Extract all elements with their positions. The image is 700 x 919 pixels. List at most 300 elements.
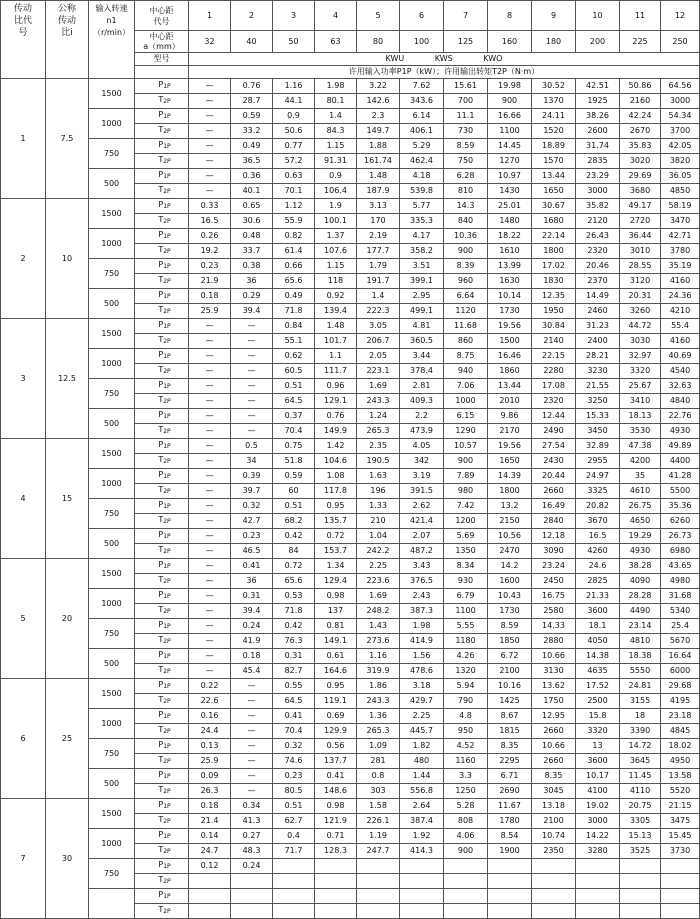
torque-value: 4210 [661, 304, 700, 319]
power-value: 14.3 [444, 199, 488, 214]
power-value: 0.29 [231, 289, 273, 304]
torque-value: 80.5 [273, 784, 315, 799]
ratio-code-cell: 7 [1, 799, 46, 919]
torque-value: 900 [488, 94, 532, 109]
power-value: 0.76 [315, 409, 357, 424]
power-value: 35.82 [576, 199, 620, 214]
torque-value: 1100 [444, 604, 488, 619]
center-code-label: 中心距 代号 [135, 1, 189, 31]
torque-value [620, 904, 661, 919]
power-value: 4.81 [400, 319, 444, 334]
torque-value: 68.2 [273, 514, 315, 529]
power-value: 19.56 [488, 439, 532, 454]
torque-value: — [231, 364, 273, 379]
power-value: 20.75 [620, 799, 661, 814]
power-value: 8.75 [444, 349, 488, 364]
power-label: $P_{1P}$ [135, 319, 189, 334]
model-label: 型号 [135, 53, 189, 66]
power-value: 14.72 [620, 739, 661, 754]
torque-value: 2320 [576, 244, 620, 259]
center-code-cell: 11 [620, 1, 661, 31]
power-value: — [231, 679, 273, 694]
center-code-cell: 3 [273, 1, 315, 31]
power-value: 16.5 [576, 529, 620, 544]
input-speed-cell: 1000 [89, 229, 135, 259]
power-value: 18.13 [620, 409, 661, 424]
power-value: 0.62 [273, 349, 315, 364]
power-value: 2.07 [400, 529, 444, 544]
torque-value: 3000 [576, 184, 620, 199]
power-value: 32.97 [620, 349, 661, 364]
power-value: 24.6 [576, 559, 620, 574]
power-value: 18 [620, 709, 661, 724]
power-value: 1.98 [400, 619, 444, 634]
power-value: 0.4 [273, 829, 315, 844]
center-code-cell: 5 [357, 1, 400, 31]
power-value: 1.86 [357, 679, 400, 694]
power-value: — [189, 589, 231, 604]
power-value: 24.36 [661, 289, 700, 304]
torque-value: 940 [444, 364, 488, 379]
power-value: 28.55 [620, 259, 661, 274]
torque-value: 28.7 [231, 94, 273, 109]
power-value [620, 889, 661, 904]
torque-value: 1900 [488, 844, 532, 859]
torque-value: 3120 [620, 274, 661, 289]
torque-value: — [189, 514, 231, 529]
input-speed-cell: 750 [89, 379, 135, 409]
power-value: 0.23 [231, 529, 273, 544]
power-value: 2.43 [400, 589, 444, 604]
power-value: 32.63 [661, 379, 700, 394]
power-value: 4.8 [444, 709, 488, 724]
power-value: 1.24 [357, 409, 400, 424]
torque-value: 429.7 [400, 694, 444, 709]
torque-value: 57.2 [273, 154, 315, 169]
torque-value: 39.4 [231, 604, 273, 619]
power-value: 16.66 [488, 109, 532, 124]
power-value: 0.61 [315, 649, 357, 664]
torque-value: — [231, 394, 273, 409]
power-value: — [189, 409, 231, 424]
power-value: 10.36 [444, 229, 488, 244]
ratio-code-cell: 4 [1, 439, 46, 559]
torque-value: 82.7 [273, 664, 315, 679]
power-value: 3.13 [357, 199, 400, 214]
torque-value: 153.7 [315, 544, 357, 559]
input-speed-cell [89, 889, 135, 919]
power-label: $P_{1P}$ [135, 379, 189, 394]
power-value [357, 889, 400, 904]
torque-value: 51.8 [273, 454, 315, 469]
input-speed-cell: 1500 [89, 679, 135, 709]
torque-value [661, 904, 700, 919]
power-label: $P_{1P}$ [135, 649, 189, 664]
input-speed-cell: 1000 [89, 589, 135, 619]
power-value: — [189, 79, 231, 94]
power-label: $P_{1P}$ [135, 559, 189, 574]
torque-value: 4400 [661, 454, 700, 469]
power-value: 31.23 [576, 319, 620, 334]
torque-value: — [189, 124, 231, 139]
power-value: 6.79 [444, 589, 488, 604]
power-value: 10.74 [532, 829, 576, 844]
power-value: 2.95 [400, 289, 444, 304]
power-value: 24.97 [576, 469, 620, 484]
power-value: 49.17 [620, 199, 661, 214]
torque-value: 421.4 [400, 514, 444, 529]
power-value: 4.26 [444, 649, 488, 664]
power-value: 2.05 [357, 349, 400, 364]
power-value: 13.58 [661, 769, 700, 784]
torque-value: 2500 [576, 694, 620, 709]
torque-value: 50.6 [273, 124, 315, 139]
input-speed-cell: 1500 [89, 559, 135, 589]
power-value: 2.25 [400, 709, 444, 724]
power-label: $P_{1P}$ [135, 139, 189, 154]
power-value: — [231, 379, 273, 394]
power-value: — [231, 739, 273, 754]
torque-label: $T_{2P}$ [135, 784, 189, 799]
torque-value: 4195 [661, 694, 700, 709]
torque-value: 1500 [488, 334, 532, 349]
power-value: 0.36 [231, 169, 273, 184]
power-value: 30.52 [532, 79, 576, 94]
torque-value: 139.4 [315, 304, 357, 319]
table-row [1, 169, 700, 184]
power-value: 15.45 [661, 829, 700, 844]
torque-value: 5520 [661, 784, 700, 799]
torque-value [189, 874, 231, 889]
torque-value: 4840 [661, 394, 700, 409]
power-value: 36.44 [620, 229, 661, 244]
power-value: 3.51 [400, 259, 444, 274]
torque-value [357, 874, 400, 889]
torque-value: 21.9 [189, 274, 231, 289]
power-value: 2.62 [400, 499, 444, 514]
power-value: 17.52 [576, 679, 620, 694]
torque-value: 4050 [576, 634, 620, 649]
torque-value: 26.3 [189, 784, 231, 799]
power-value: 12.35 [532, 289, 576, 304]
torque-value: 3000 [661, 94, 700, 109]
table-row [1, 229, 700, 244]
torque-label: $T_{2P}$ [135, 274, 189, 289]
torque-value: 319.9 [357, 664, 400, 679]
power-value: — [189, 649, 231, 664]
torque-value: 1610 [488, 244, 532, 259]
torque-value: — [231, 694, 273, 709]
torque-value: 161.74 [357, 154, 400, 169]
torque-value: 39.7 [231, 484, 273, 499]
table-row [1, 529, 700, 544]
torque-value: 3090 [532, 544, 576, 559]
torque-value [532, 874, 576, 889]
torque-label: $T_{2P}$ [135, 394, 189, 409]
table-row [1, 619, 700, 634]
power-label: $P_{1P}$ [135, 499, 189, 514]
torque-value: 3410 [620, 394, 661, 409]
power-label: $P_{1P}$ [135, 859, 189, 874]
power-value: — [189, 619, 231, 634]
torque-value: — [189, 184, 231, 199]
torque-value: 45.4 [231, 664, 273, 679]
power-value [488, 859, 532, 874]
torque-value: — [231, 424, 273, 439]
power-value [444, 889, 488, 904]
torque-value [488, 904, 532, 919]
torque-value: 100.1 [315, 214, 357, 229]
power-label: $P_{1P}$ [135, 769, 189, 784]
torque-label: $T_{2P}$ [135, 754, 189, 769]
torque-value: 930 [444, 574, 488, 589]
torque-value: 149.7 [357, 124, 400, 139]
power-value: 19.56 [488, 319, 532, 334]
power-value: 0.42 [273, 529, 315, 544]
torque-value: 1780 [488, 814, 532, 829]
power-value: 5.29 [400, 139, 444, 154]
torque-value: — [231, 784, 273, 799]
power-value: 10.56 [488, 529, 532, 544]
power-value: 13.44 [488, 379, 532, 394]
torque-value: 1830 [532, 274, 576, 289]
power-value [576, 889, 620, 904]
power-value: 0.18 [189, 289, 231, 304]
torque-label: $T_{2P}$ [135, 124, 189, 139]
power-value: 22.76 [661, 409, 700, 424]
torque-label: $T_{2P}$ [135, 574, 189, 589]
model-kwo: KWO [483, 54, 503, 63]
power-value: 0.37 [273, 409, 315, 424]
torque-value: 1860 [488, 364, 532, 379]
power-value: 0.76 [231, 79, 273, 94]
torque-value: 808 [444, 814, 488, 829]
torque-label: $T_{2P}$ [135, 244, 189, 259]
power-value: 14.38 [576, 649, 620, 664]
center-distance-cell: 180 [532, 31, 576, 53]
torque-value: 1850 [488, 634, 532, 649]
torque-value: 1480 [488, 214, 532, 229]
power-value: 4.52 [444, 739, 488, 754]
power-value: 0.66 [273, 259, 315, 274]
torque-value: 335.3 [400, 214, 444, 229]
power-value: 19.02 [576, 799, 620, 814]
torque-value [315, 904, 357, 919]
torque-value: 462.4 [400, 154, 444, 169]
table-row [1, 109, 700, 124]
torque-value: 3000 [576, 814, 620, 829]
power-value: 13.62 [532, 679, 576, 694]
torque-value: 149.9 [315, 424, 357, 439]
torque-value [400, 904, 444, 919]
input-speed-cell: 1000 [89, 709, 135, 739]
center-distance-cell: 250 [661, 31, 700, 53]
power-value: 0.84 [273, 319, 315, 334]
power-value: 0.41 [315, 769, 357, 784]
table-row [1, 709, 700, 724]
power-value: 1.9 [315, 199, 357, 214]
power-value: 8.59 [444, 139, 488, 154]
power-value: 10.16 [488, 679, 532, 694]
power-value: 58.19 [661, 199, 700, 214]
power-value: 26.73 [661, 529, 700, 544]
power-label: $P_{1P}$ [135, 529, 189, 544]
power-value [273, 889, 315, 904]
power-value: 25.01 [488, 199, 532, 214]
power-value: 10.57 [444, 439, 488, 454]
torque-value: 387.3 [400, 604, 444, 619]
torque-value: 2160 [620, 94, 661, 109]
center-code-cell: 7 [444, 1, 488, 31]
power-value: 11.45 [620, 769, 661, 784]
power-value: 50.86 [620, 79, 661, 94]
input-speed-cell: 750 [89, 739, 135, 769]
torque-value: 700 [444, 94, 488, 109]
torque-value: 223.6 [357, 574, 400, 589]
torque-value: 30.6 [231, 214, 273, 229]
torque-value: 376.5 [400, 574, 444, 589]
torque-value: 2295 [488, 754, 532, 769]
torque-value: 480 [400, 754, 444, 769]
torque-value: 4845 [661, 724, 700, 739]
power-label: $P_{1P}$ [135, 79, 189, 94]
table-row [1, 799, 700, 814]
torque-value: 2100 [532, 814, 576, 829]
table-row [1, 409, 700, 424]
center-distance-label: 中心距 a（mm） [135, 31, 189, 53]
torque-value: 5340 [661, 604, 700, 619]
center-code-cell: 1 [189, 1, 231, 31]
power-value: 41.28 [661, 469, 700, 484]
torque-value: 3155 [620, 694, 661, 709]
torque-value: 273.6 [357, 634, 400, 649]
torque-value: 36.5 [231, 154, 273, 169]
power-label: $P_{1P}$ [135, 409, 189, 424]
torque-value: 3470 [661, 214, 700, 229]
power-value: 17.02 [532, 259, 576, 274]
torque-value: 36 [231, 574, 273, 589]
torque-value [576, 904, 620, 919]
torque-label: $T_{2P}$ [135, 634, 189, 649]
torque-value: 42.7 [231, 514, 273, 529]
torque-value: 111.7 [315, 364, 357, 379]
torque-value: 1430 [488, 184, 532, 199]
power-value: 0.69 [315, 709, 357, 724]
torque-value: 960 [444, 274, 488, 289]
power-value: 25.4 [661, 619, 700, 634]
power-value: 16.46 [488, 349, 532, 364]
power-value: 3.19 [400, 469, 444, 484]
power-value: 14.39 [488, 469, 532, 484]
power-value: 0.24 [231, 859, 273, 874]
power-value: 19.98 [488, 79, 532, 94]
power-value: 31.74 [576, 139, 620, 154]
torque-value: 1815 [488, 724, 532, 739]
power-label: $P_{1P}$ [135, 799, 189, 814]
torque-label: $T_{2P}$ [135, 694, 189, 709]
torque-value: 840 [444, 214, 488, 229]
power-value: 0.72 [315, 529, 357, 544]
power-value: 0.18 [189, 799, 231, 814]
input-speed-cell: 750 [89, 259, 135, 289]
table-row [1, 379, 700, 394]
power-label: $P_{1P}$ [135, 739, 189, 754]
note-spacer [135, 66, 189, 79]
power-value: 26.75 [620, 499, 661, 514]
power-value: 35 [620, 469, 661, 484]
power-value: 3.43 [400, 559, 444, 574]
power-value: 1.79 [357, 259, 400, 274]
torque-value: 4980 [661, 574, 700, 589]
power-value: 64.56 [661, 79, 700, 94]
power-value: 18.89 [532, 139, 576, 154]
torque-value: 810 [444, 184, 488, 199]
torque-label: $T_{2P}$ [135, 214, 189, 229]
model-kws: KWS [434, 54, 453, 63]
torque-value: 1425 [488, 694, 532, 709]
power-value: 44.72 [620, 319, 661, 334]
power-value [532, 859, 576, 874]
torque-value: 2825 [576, 574, 620, 589]
power-value: — [189, 499, 231, 514]
torque-value: 142.6 [357, 94, 400, 109]
power-value: 1.58 [357, 799, 400, 814]
power-value: 0.18 [231, 649, 273, 664]
input-speed-cell: 750 [89, 859, 135, 889]
power-value: 0.53 [273, 589, 315, 604]
torque-value: 223.1 [357, 364, 400, 379]
table-row [1, 139, 700, 154]
torque-value: 34 [231, 454, 273, 469]
torque-value: 1120 [444, 304, 488, 319]
power-value: 1.36 [357, 709, 400, 724]
torque-value: 1650 [532, 184, 576, 199]
power-value: 0.33 [189, 199, 231, 214]
table-row [1, 859, 700, 874]
power-value: 2.3 [357, 109, 400, 124]
power-value: 30.67 [532, 199, 576, 214]
power-value: 2.64 [400, 799, 444, 814]
power-value: 55.4 [661, 319, 700, 334]
torque-value: 1800 [532, 244, 576, 259]
torque-value: 1180 [444, 634, 488, 649]
torque-value: 119.1 [315, 694, 357, 709]
power-value: 0.12 [189, 859, 231, 874]
power-value: 10.66 [532, 739, 576, 754]
power-label: $P_{1P}$ [135, 589, 189, 604]
torque-value: 1290 [444, 424, 488, 439]
torque-label: $T_{2P}$ [135, 154, 189, 169]
model-list [189, 53, 700, 66]
power-value: 12.44 [532, 409, 576, 424]
torque-value: 164.6 [315, 664, 357, 679]
power-value: 6.72 [488, 649, 532, 664]
center-distance-cell: 225 [620, 31, 661, 53]
torque-value: 191.7 [357, 274, 400, 289]
power-value: 29.68 [661, 679, 700, 694]
torque-value: 1100 [488, 124, 532, 139]
power-value: 1.48 [315, 319, 357, 334]
power-value: 14.49 [576, 289, 620, 304]
power-value: 1.4 [315, 109, 357, 124]
power-label: $P_{1P}$ [135, 289, 189, 304]
center-distance-cell: 125 [444, 31, 488, 53]
power-value: 1.63 [357, 469, 400, 484]
power-value: 27.54 [532, 439, 576, 454]
power-value: 19.29 [620, 529, 661, 544]
power-value: 7.42 [444, 499, 488, 514]
torque-value: 62.7 [273, 814, 315, 829]
